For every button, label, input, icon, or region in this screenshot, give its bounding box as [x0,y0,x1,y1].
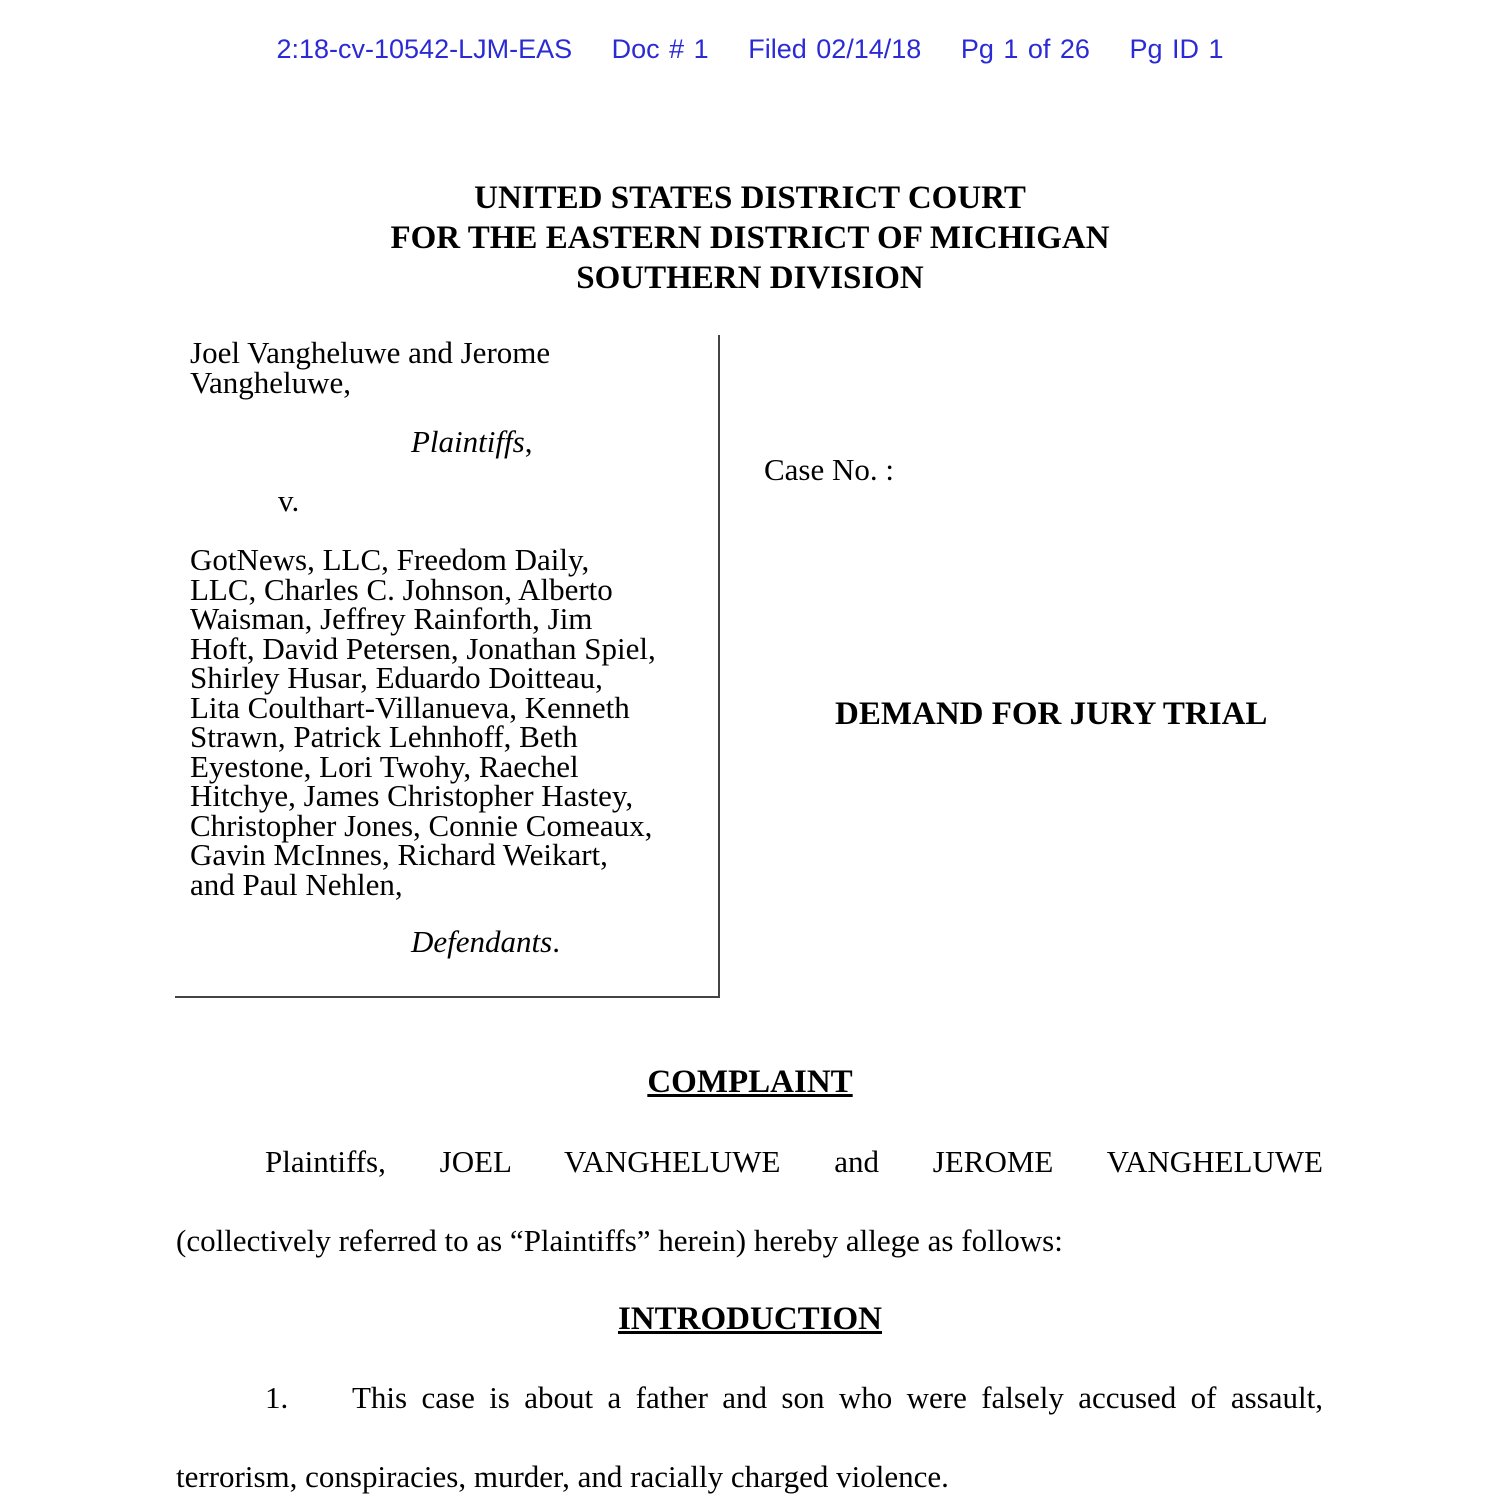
court-line: FOR THE EASTERN DISTRICT OF MICHIGAN [390,220,1110,256]
defendants-label-text: Defendants [411,924,553,959]
doc-number: Doc # 1 [611,34,709,64]
case-number: 2:18-cv-10542-LJM-EAS [276,34,573,64]
caption-line: Joel Vangheluwe and Jerome [190,335,551,370]
caption-line: Hitchye, James Christopher Hastey, [190,778,634,813]
court-heading [0,178,1500,298]
caption-line: Strawn, Patrick Lehnhoff, Beth [190,719,578,754]
case-number-field: Case No. : [764,452,895,487]
paragraph-1-line-1: This case is about a father and son who were falsely accused of assault, [352,1380,1323,1415]
page-id: Pg ID 1 [1129,34,1224,64]
caption-horizontal-divider [175,996,720,998]
caption-line: LLC, Charles C. Johnson, Alberto [190,571,613,607]
caption-line: Christopher Jones, Connie Comeaux, [190,807,653,843]
caption-line: Hoft, David Petersen, Jonathan Spiel, [190,630,656,666]
paragraph-1-line-2: terrorism, conspiracies, murder, and racially charged violence. [176,1459,949,1494]
plaintiffs-label-text: Plaintiffs [411,424,525,459]
page-count: Pg 1 of 26 [960,34,1090,64]
intro-line-2: (collectively referred to as “Plaintiffs” herein) hereby allege as follows: [176,1223,1063,1258]
jury-demand: DEMAND FOR JURY TRIAL [835,696,1268,732]
defendants-names [190,542,656,902]
plaintiffs-names [190,335,551,400]
defendants-label: Defendants. [411,924,560,959]
complaint-title: COMPLAINT [647,1064,853,1100]
caption-line: GotNews, LLC, Freedom Daily, [190,542,590,577]
caption-line: Eyestone, Lori Twohy, Raechel [190,748,579,784]
versus: v. [278,483,300,518]
filed-date: Filed 02/14/18 [748,34,922,64]
court-line: SOUTHERN DIVISION [576,260,924,296]
caption-vertical-divider [718,335,720,998]
caption-line: Vangheluwe, [190,364,351,400]
paragraph-number: 1. [265,1380,289,1415]
caption-line: Gavin McInnes, Richard Weikart, [190,837,608,872]
caption-line: Waisman, Jeffrey Rainforth, Jim [190,601,593,636]
filing-header [0,34,1500,65]
caption-line: Lita Coulthart-Villanueva, Kenneth [190,689,630,725]
intro-line-1: Plaintiffs, JOEL VANGHELUWE and JEROME VANGHELUWE [265,1144,1323,1179]
caption-line: Shirley Husar, Eduardo Doitteau, [190,660,603,695]
section-title: INTRODUCTION [617,1301,883,1337]
caption-line: and Paul Nehlen, [190,866,403,902]
plaintiffs-label: Plaintiffs, [411,424,533,459]
court-line: UNITED STATES DISTRICT COURT [474,180,1026,216]
